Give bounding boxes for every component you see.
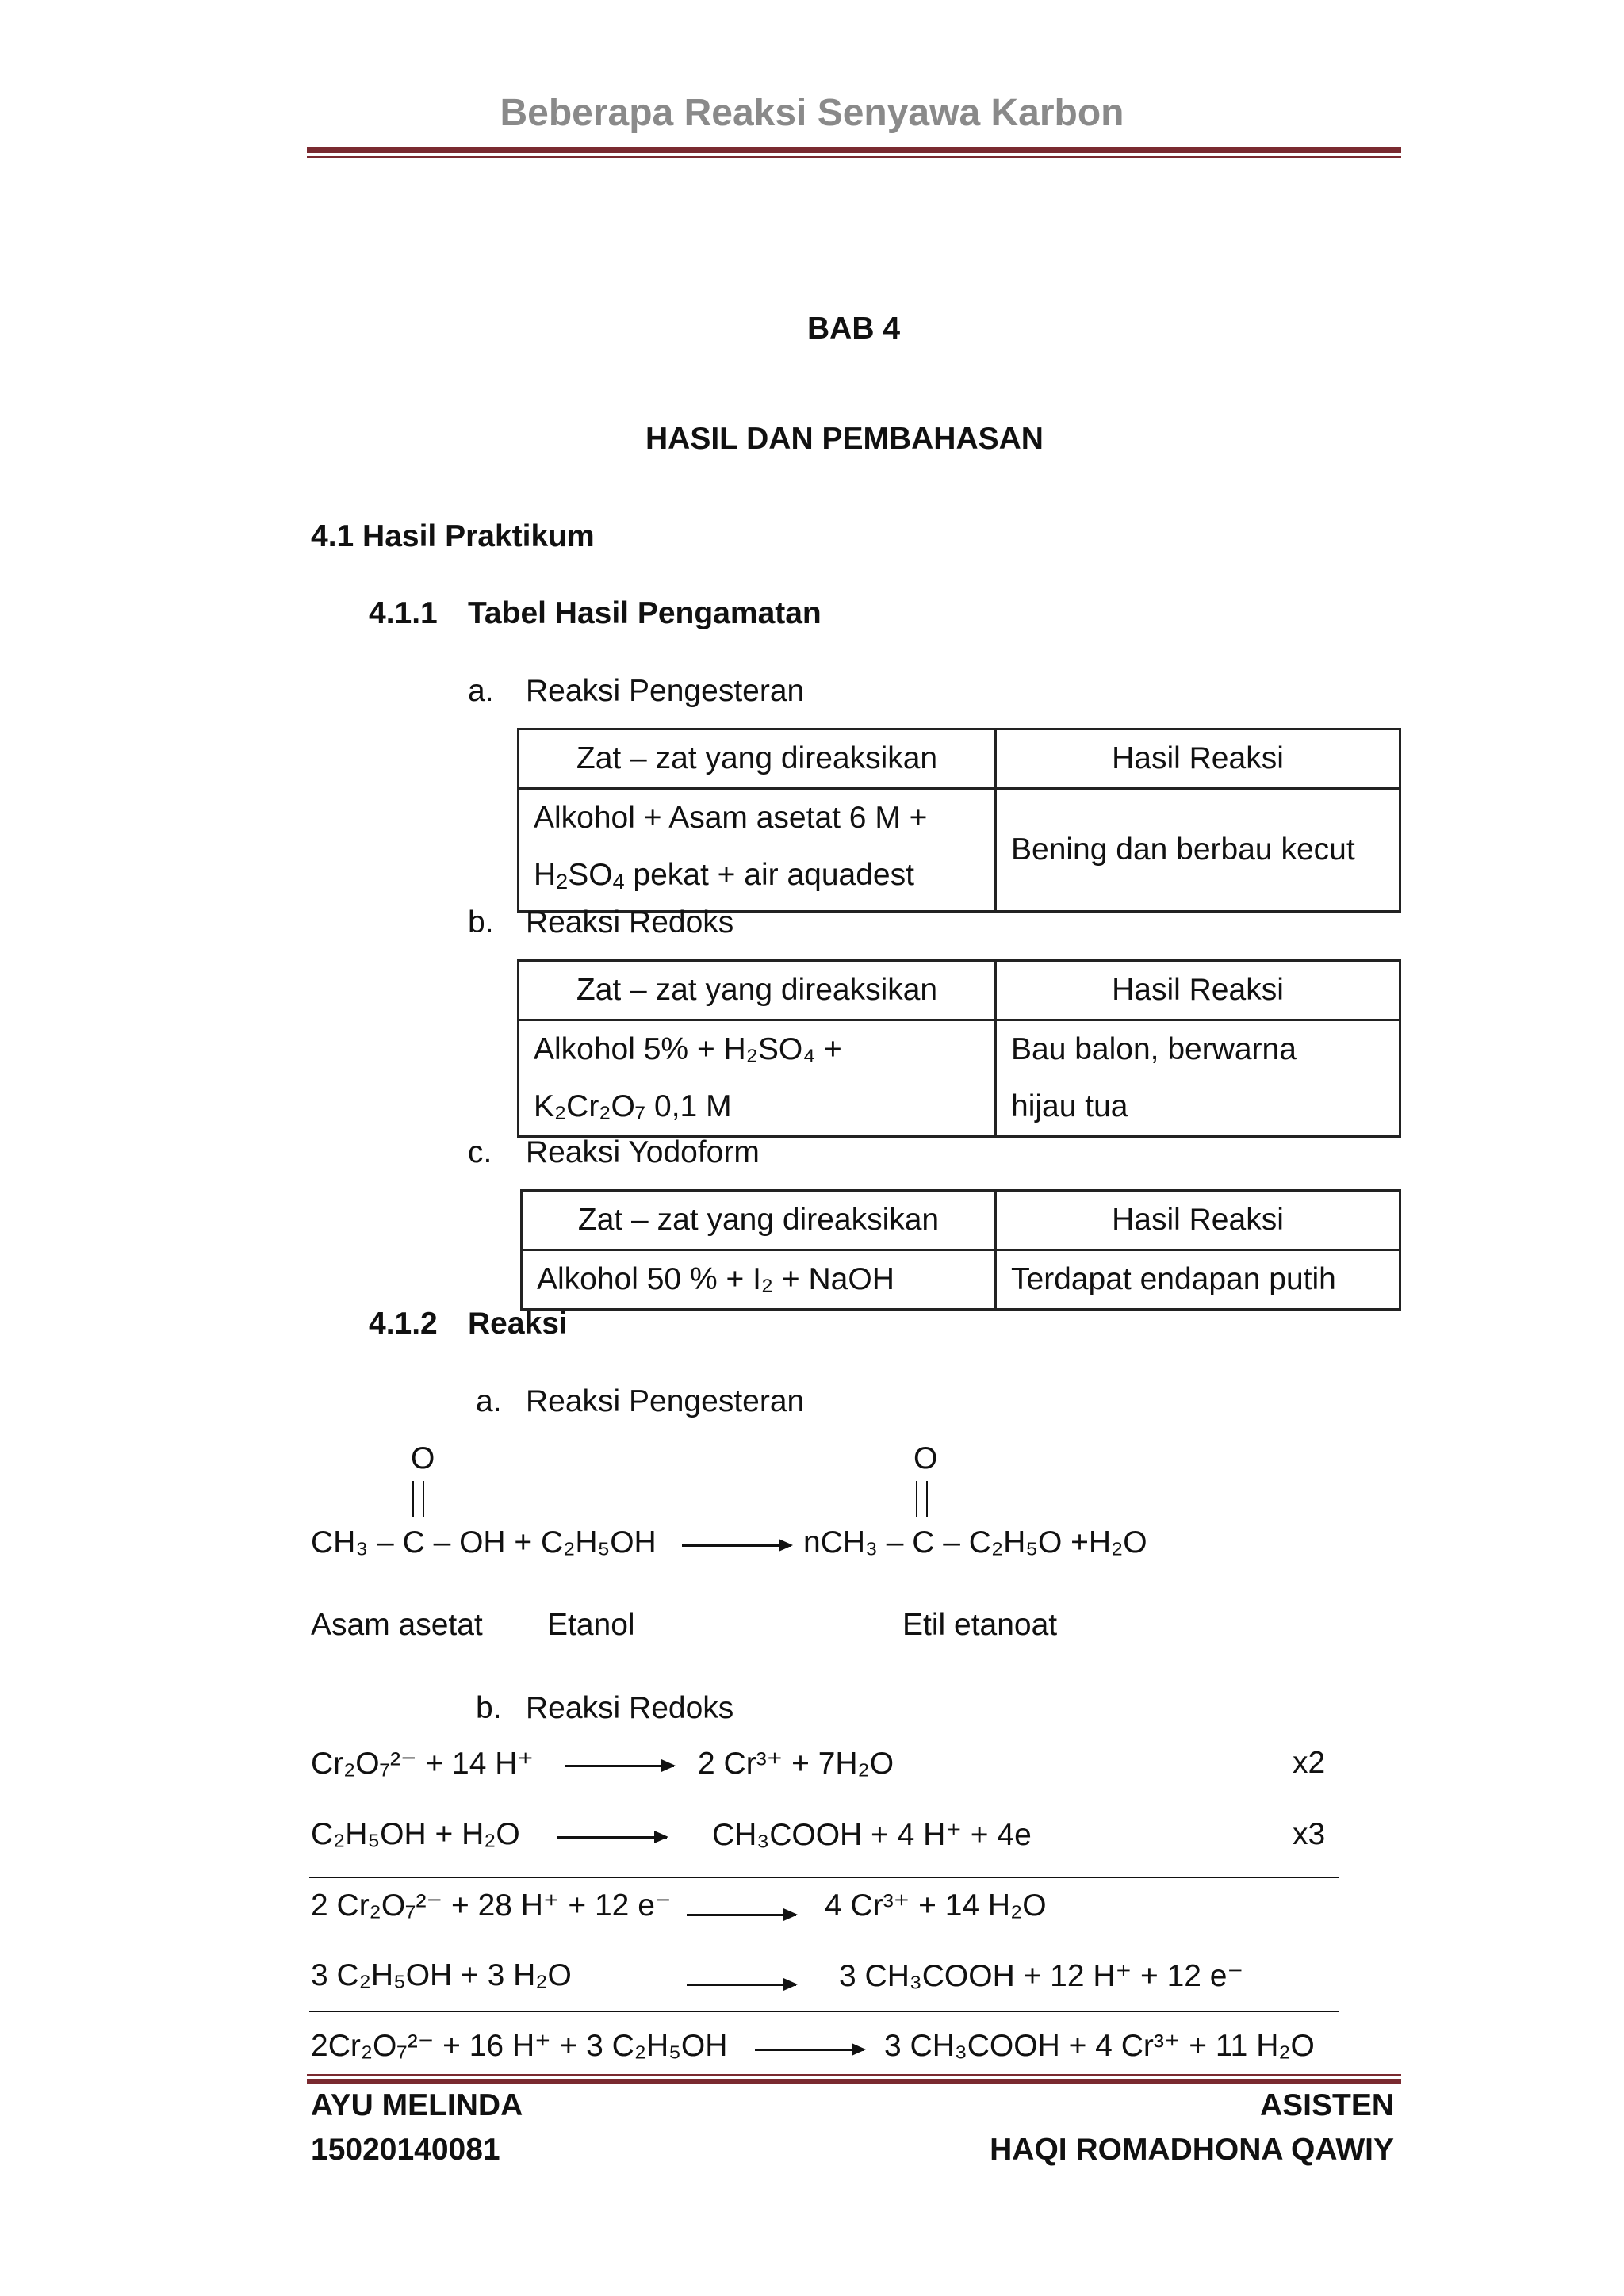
reaction-a-letter: a. — [476, 1384, 502, 1418]
double-bond-line — [412, 1481, 414, 1517]
reaction-arrow — [755, 2049, 864, 2051]
chapter-number: BAB 4 — [807, 312, 901, 346]
redox-eq4-left: 3 C₂H₅OH + 3 H₂O — [311, 1958, 572, 1992]
table-cell-result: Bening dan berbau kecut — [996, 789, 1400, 912]
assistant-label: ASISTEN — [1259, 2088, 1394, 2122]
table-cell-result: Terdapat endapan putih — [996, 1250, 1400, 1310]
redox-eq1-right: 2 Cr³⁺ + 7H₂O — [698, 1747, 894, 1781]
ester-reactants: CH₃ – C – OH + C₂H₅OH — [311, 1525, 657, 1559]
reaction-arrow — [682, 1544, 791, 1547]
footer-rule-thin — [307, 2074, 1401, 2076]
table-header-cell: Hasil Reaksi — [996, 961, 1400, 1020]
redox-eq3-left: 2 Cr₂O₇²⁻ + 28 H⁺ + 12 e⁻ — [311, 1888, 672, 1923]
student-id: 15020140081 — [311, 2133, 500, 2167]
table-a-letter: a. — [468, 674, 494, 708]
redox-net-left: 2Cr₂O₇²⁻ + 16 H⁺ + 3 C₂H₅OH — [311, 2029, 728, 2063]
student-name: AYU MELINDA — [311, 2088, 523, 2122]
double-bond-line — [926, 1481, 928, 1517]
table-header-cell: Zat – zat yang direaksikan — [519, 961, 996, 1020]
reaction-arrow — [565, 1765, 674, 1767]
name-ethyl-ethanoate: Etil etanoat — [902, 1608, 1058, 1642]
redox-eq1-left: Cr₂O₇²⁻ + 14 H⁺ — [311, 1747, 534, 1781]
table-c-label: Reaksi Yodoform — [526, 1135, 760, 1169]
redox-eq4-right: 3 CH₃COOH + 12 H⁺ + 12 e⁻ — [839, 1959, 1244, 1993]
table-cell-reactants: Alkohol 50 % + I₂ + NaOH — [522, 1250, 996, 1310]
section-4-1-1-title: Tabel Hasil Pengamatan — [468, 596, 822, 630]
reaction-a-label: Reaksi Pengesteran — [526, 1384, 805, 1418]
table-cell-reactants: Alkohol + Asam asetat 6 M + H2SO4 pekat + air aquadest — [519, 789, 996, 912]
name-ethanol: Etanol — [547, 1608, 635, 1642]
redox-eq1-multiplier: x2 — [1293, 1746, 1326, 1780]
chapter-title: HASIL DAN PEMBAHASAN — [645, 422, 1044, 456]
redox-eq3-right: 4 Cr³⁺ + 14 H₂O — [825, 1888, 1047, 1923]
redox-eq2-right: CH₃COOH + 4 H⁺ + 4e — [712, 1818, 1032, 1852]
sum-separator-line — [309, 2011, 1339, 2012]
reaction-arrow — [557, 1836, 667, 1839]
table-header-cell: Zat – zat yang direaksikan — [519, 729, 996, 789]
reaction-b-label: Reaksi Redoks — [526, 1691, 734, 1725]
observation-table-c — [520, 1189, 1401, 1311]
header-rule-thick — [307, 147, 1401, 153]
running-header-title: Beberapa Reaksi Senyawa Karbon — [500, 92, 1124, 134]
observation-table-b — [517, 959, 1401, 1138]
name-acetic-acid: Asam asetat — [311, 1608, 483, 1642]
redox-eq2-left: C₂H₅OH + H₂O — [311, 1817, 520, 1851]
observation-table-a — [517, 728, 1401, 913]
ester-products: nCH₃ – C – C₂H₅O +H₂O — [803, 1525, 1147, 1559]
double-bond-line — [916, 1481, 917, 1517]
table-header-cell: Zat – zat yang direaksikan — [522, 1191, 996, 1250]
table-header-cell: Hasil Reaksi — [996, 729, 1400, 789]
carbonyl-oxygen-left: O — [411, 1441, 435, 1475]
table-b-label: Reaksi Redoks — [526, 905, 734, 939]
reaction-arrow — [687, 1984, 796, 1986]
footer-rule-thick — [307, 2079, 1401, 2084]
reaction-arrow — [687, 1914, 796, 1916]
sum-separator-line — [309, 1877, 1339, 1878]
section-4-1-heading: 4.1 Hasil Praktikum — [311, 519, 595, 553]
double-bond-line — [423, 1481, 424, 1517]
redox-eq2-multiplier: x3 — [1293, 1817, 1326, 1851]
table-b-letter: b. — [468, 905, 494, 939]
section-4-1-2-title: Reaksi — [468, 1307, 568, 1341]
carbonyl-oxygen-right: O — [914, 1441, 938, 1475]
table-c-letter: c. — [468, 1135, 492, 1169]
section-4-1-2-number: 4.1.2 — [369, 1307, 438, 1341]
section-4-1-1-number: 4.1.1 — [369, 596, 438, 630]
table-header-cell: Hasil Reaksi — [996, 1191, 1400, 1250]
assistant-name: HAQI ROMADHONA QAWIY — [990, 2133, 1394, 2167]
header-rule-thin — [307, 156, 1401, 158]
redox-net-right: 3 CH₃COOH + 4 Cr³⁺ + 11 H₂O — [884, 2029, 1315, 2063]
table-a-label: Reaksi Pengesteran — [526, 674, 805, 708]
reaction-b-letter: b. — [476, 1691, 502, 1725]
table-cell-result: Bau balon, berwarna hijau tua — [996, 1020, 1400, 1137]
table-cell-reactants: Alkohol 5% + H₂SO₄ + K₂Cr₂O₇ 0,1 M — [519, 1020, 996, 1137]
